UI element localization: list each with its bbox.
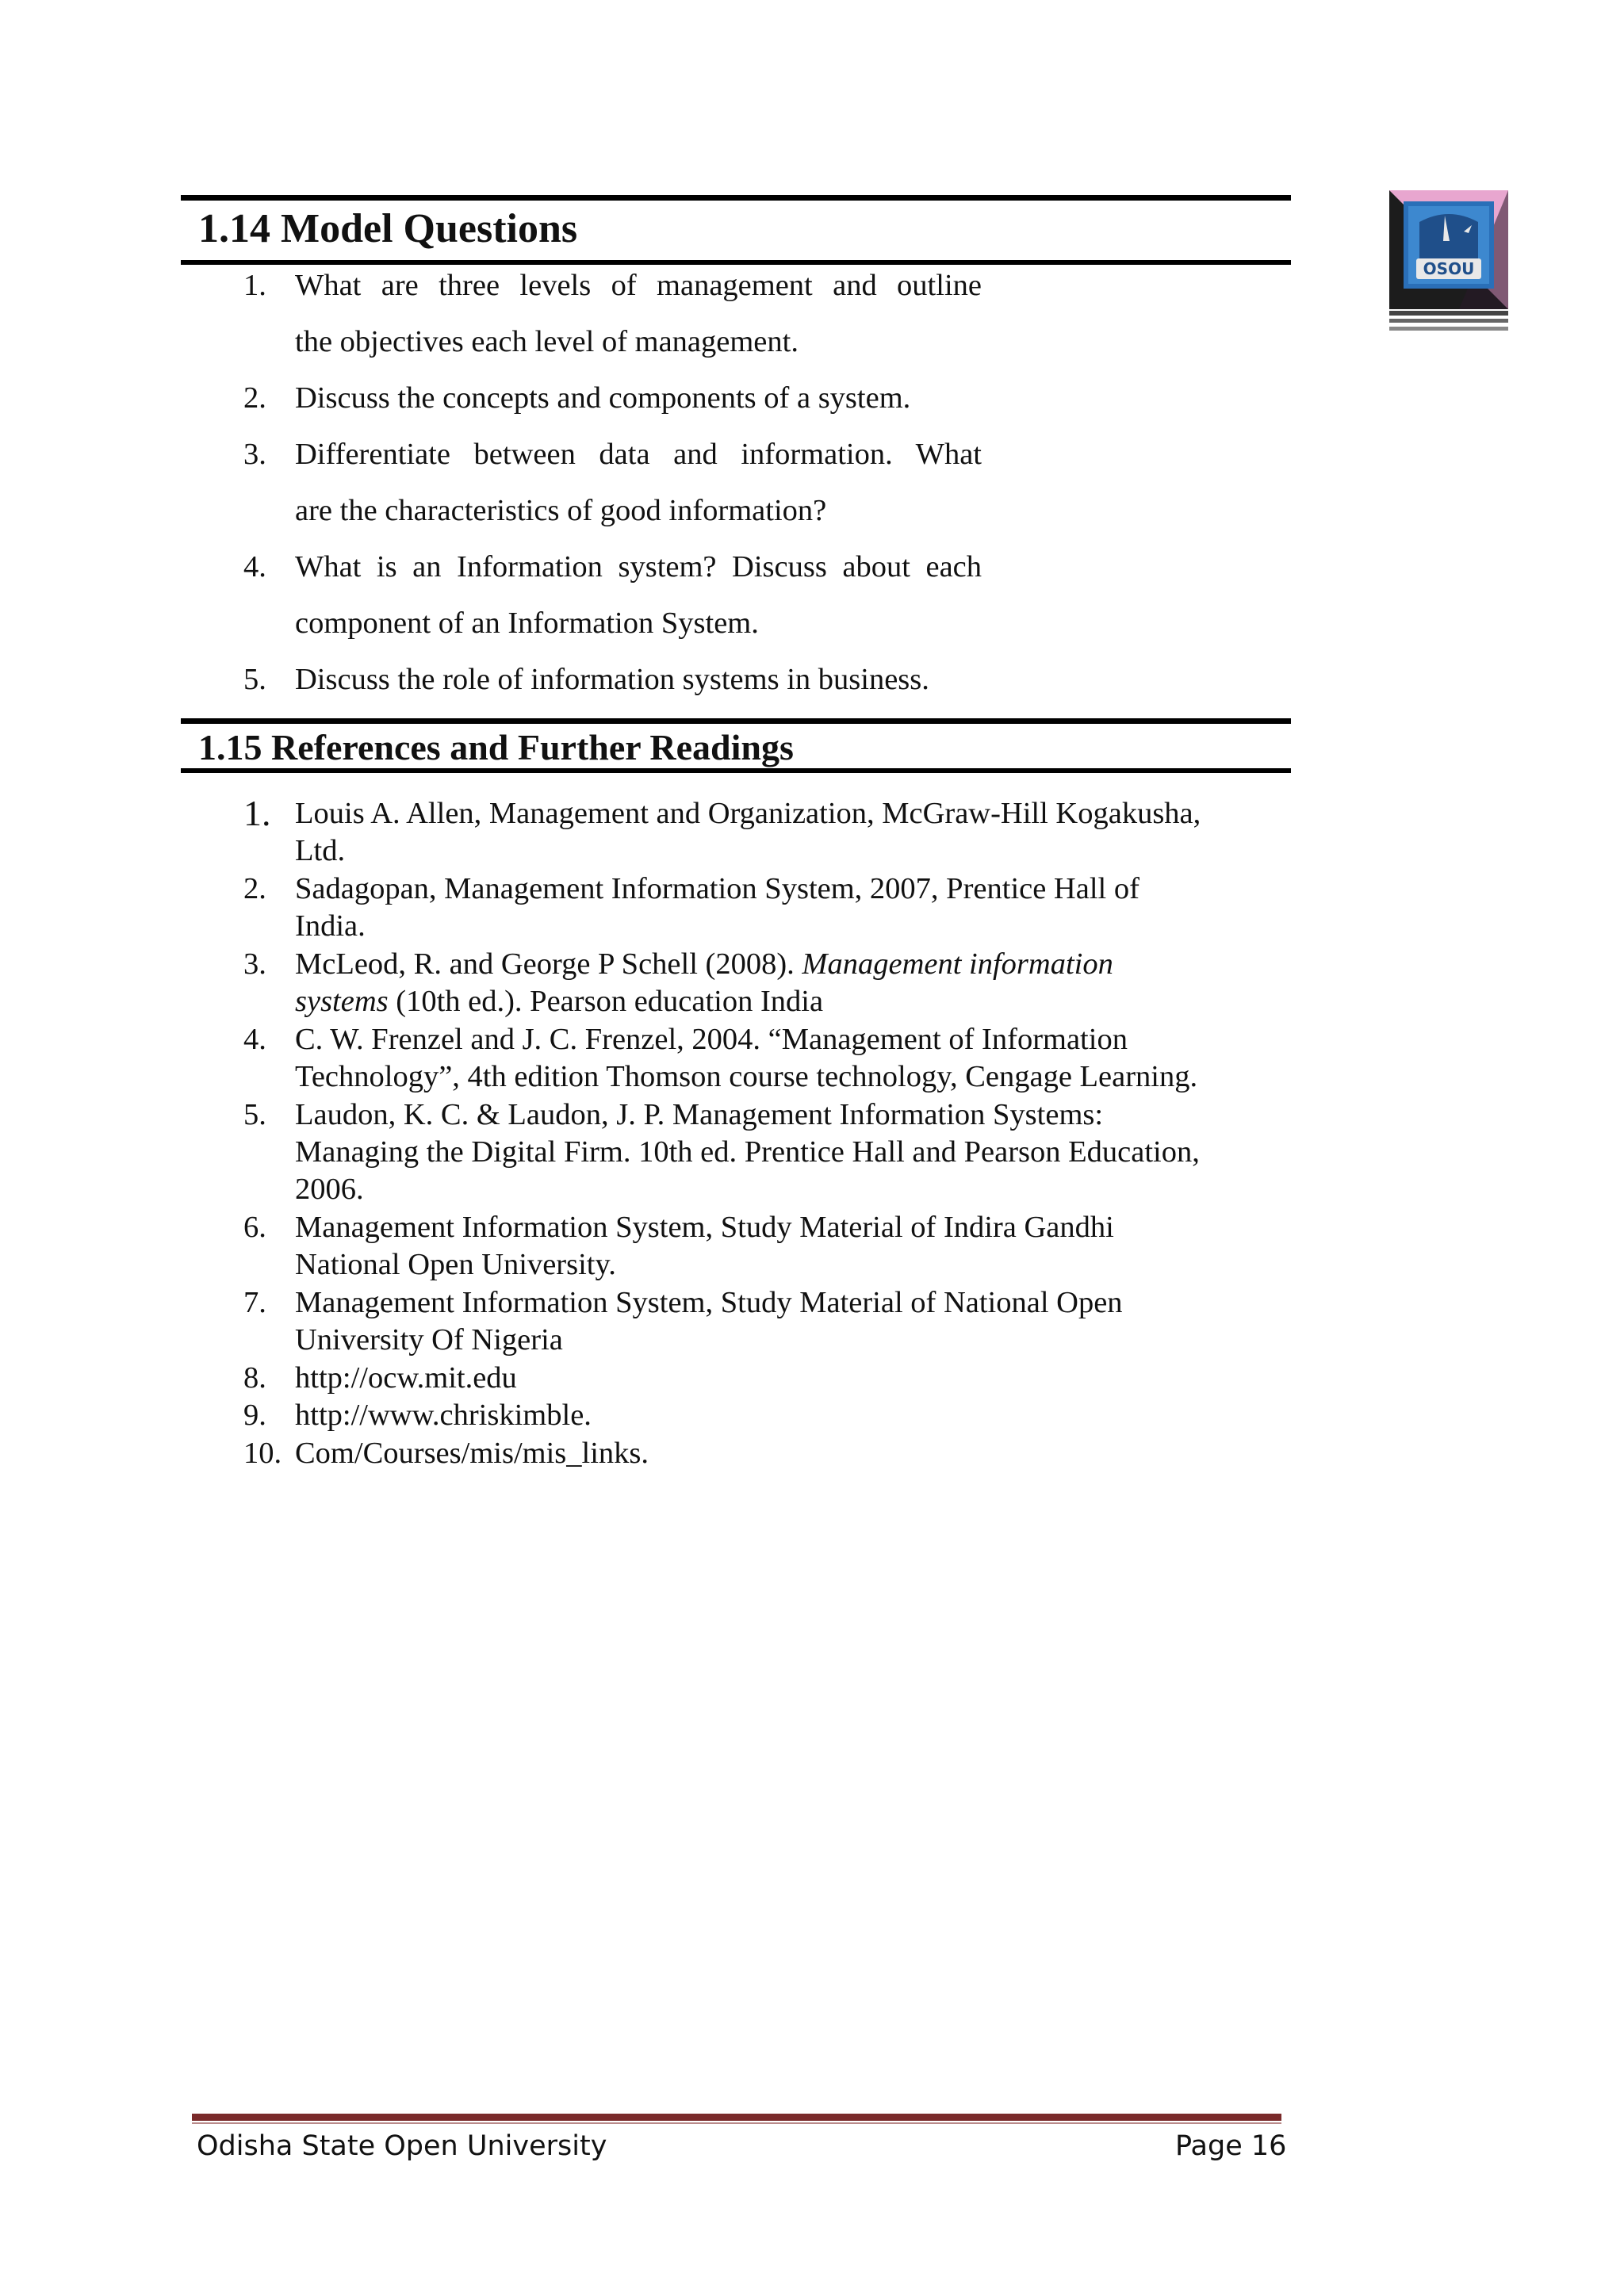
- reference-number: 3.: [243, 947, 266, 981]
- logo-text: OSOU: [1423, 259, 1475, 278]
- reference-number: 1.: [243, 793, 271, 833]
- reference-text: [295, 983, 1294, 1021]
- reference-text: Laudon, K. C. & Laudon, J. P. Management Information Systems:: [295, 1098, 1104, 1131]
- reference-number: 6.: [243, 1211, 266, 1244]
- reference-author: McLeod, R. and George P Schell (2008).: [295, 947, 802, 981]
- reference-number: 9.: [243, 1399, 266, 1432]
- reference-publisher: (10th ed.). Pearson education India: [388, 985, 824, 1018]
- question-text: Discuss the concepts and components of a system.: [295, 381, 911, 415]
- question-number: 3.: [243, 438, 266, 471]
- section-115-heading: 1.15 References and Further Readings: [198, 727, 794, 767]
- reference-text: Management Information System, Study Material of Indira Gandhi: [295, 1211, 1114, 1244]
- reference-title: systems: [295, 985, 389, 1018]
- reference-number: 10.: [243, 1437, 282, 1470]
- question-text: component of an Information System.: [295, 607, 759, 640]
- reference-text: Ltd.: [295, 834, 346, 867]
- question-text: What are three levels of management and outline: [295, 269, 982, 302]
- reference-number: 8.: [243, 1361, 266, 1395]
- reference-text: Technology”, 4th edition Thomson course technology, Cengage Learning.: [295, 1060, 1198, 1093]
- reference-text: Management Information System, Study Material of National Open: [295, 1286, 1123, 1319]
- question-text: are the characteristics of good information?: [295, 494, 827, 527]
- footer-university-name: Odisha State Open University: [197, 2130, 607, 2162]
- footer-rule-shadow: [192, 2122, 1281, 2124]
- section-115-top-rule: [181, 718, 1291, 724]
- reference-link: http://www.chriskimble.: [295, 1399, 592, 1432]
- footer-page-number: Page 16: [1175, 2130, 1287, 2162]
- question-number: 1.: [243, 269, 266, 302]
- question-text: Differentiate between data and information. What: [295, 438, 982, 471]
- reference-number: 4.: [243, 1023, 266, 1056]
- reference-text: 2006.: [295, 1173, 364, 1206]
- question-number: 5.: [243, 663, 266, 696]
- reference-text: Managing the Digital Firm. 10th ed. Prentice Hall and Pearson Education,: [295, 1135, 1200, 1169]
- section-114-top-rule: [181, 195, 1291, 201]
- reference-number: 2.: [243, 872, 266, 905]
- reference-text: C. W. Frenzel and J. C. Frenzel, 2004. “Management of Information: [295, 1023, 1128, 1056]
- question-text: Discuss the role of information systems in business.: [295, 663, 929, 696]
- question-text: the objectives each level of management.: [295, 325, 799, 358]
- reference-text: [295, 946, 1294, 984]
- reference-number: 5.: [243, 1098, 266, 1131]
- question-number: 4.: [243, 550, 266, 584]
- question-number: 2.: [243, 381, 266, 415]
- reference-text: National Open University.: [295, 1248, 616, 1281]
- footer-rule: [192, 2114, 1281, 2121]
- reference-text: Louis A. Allen, Management and Organization, McGraw-Hill Kogakusha,: [295, 797, 1201, 830]
- section-114-heading: 1.14 Model Questions: [198, 206, 578, 251]
- question-text: What is an Information system? Discuss about each: [295, 550, 982, 584]
- reference-link: http://ocw.mit.edu: [295, 1361, 517, 1395]
- reference-text: University Of Nigeria: [295, 1323, 563, 1357]
- reference-text: Sadagopan, Management Information System, 2007, Prentice Hall of: [295, 872, 1139, 905]
- reference-text: India.: [295, 909, 366, 943]
- reference-link: Com/Courses/mis/mis_links.: [295, 1437, 649, 1470]
- osou-logo: [1389, 190, 1508, 335]
- reference-number: 7.: [243, 1286, 266, 1319]
- reference-title: Management information: [802, 947, 1113, 981]
- section-115-bottom-rule: [181, 768, 1291, 773]
